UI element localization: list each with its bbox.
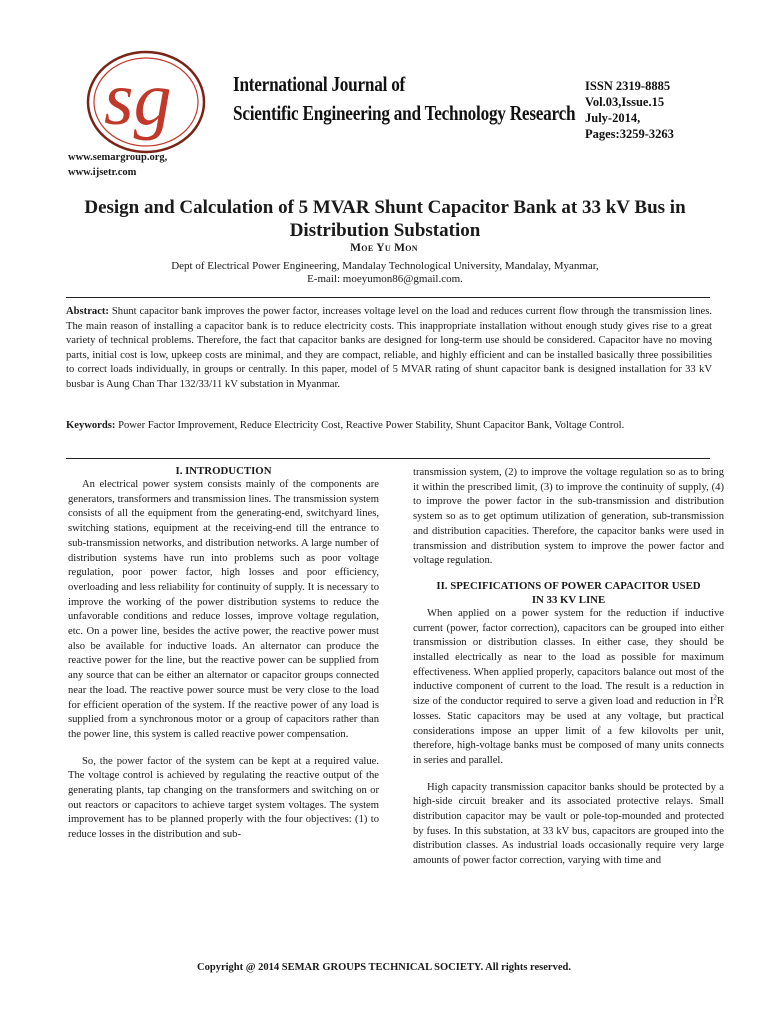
section-heading-introduction: I. INTRODUCTION <box>175 465 272 477</box>
divider-bottom <box>66 458 710 459</box>
divider-top <box>66 297 710 298</box>
section2-heading-line2: IN 33 KV LINE <box>531 593 606 606</box>
right-column <box>413 466 724 869</box>
issn-block <box>585 78 674 142</box>
keywords-text: Power Factor Improvement, Reduce Electricity Cost, Reactive Power Stability, Shunt Capacitor Bank, Voltage Control. <box>118 420 625 431</box>
volume-issue: Vol.03,Issue.15 <box>585 95 665 109</box>
intro-paragraph-2-continued: transmission system, (2) to improve the voltage regulation so as to bring it within the prescribed limit, (3) to improve the continuity of supply, (4) to improve the power factor in the sub-transmission and distribution system so as to get optimum utilization of generation, sub-transmission and distribution capacities. Therefore, the capacitor banks were used in transmission and distribution system to improve the power factor and voltage regulation. <box>413 467 724 567</box>
keywords-label: Keywords: <box>66 420 116 431</box>
websites <box>68 150 167 180</box>
author-name: Moe Yu Mon <box>350 242 418 254</box>
title-line2: Distribution Substation <box>289 220 481 241</box>
journal-name-line2: Scientific Engineering and Technology Research <box>233 101 576 125</box>
journal-name <box>233 70 575 128</box>
abstract <box>66 305 712 392</box>
spec-paragraph-1 <box>413 607 724 769</box>
section2-heading-line1: II. SPECIFICATIONS OF POWER CAPACITOR USED <box>436 579 701 592</box>
journal-logo <box>76 40 216 164</box>
copyright-footer: Copyright @ 2014 SEMAR GROUPS TECHNICAL SOCIETY. All rights reserved. <box>197 962 571 973</box>
spec-paragraph-2: High capacity transmission capacitor banks should be protected by a high-side circuit breaker and its associated protective relays. Small distribution capacitor may be vault or pole-top-mounded and protected by fuses. In this substation, at 33 kV bus, capacitors are grouped into the distribution classes. As industrial loads occasionally require very large amounts of power factor correction, varying with time and <box>413 781 724 867</box>
spec-paragraph-1-part-a: When applied on a power system for the reduction if inductive current (power, factor correction), capacitors can be grouped into either transmission or distribution classes. In either case, they should be installed electrically as near to the load as possible for maximum effectiveness. When applied properly, capacitors balance out most of the inductive component of current to the load. The result is a reduction in size of the conductor required to serve a given load and reduction in I <box>413 607 724 708</box>
left-column <box>68 464 379 843</box>
issue-date: July-2014, <box>585 111 641 125</box>
issn: ISSN 2319-8885 <box>585 79 671 93</box>
section-heading-specifications <box>413 579 724 607</box>
journal-name-line1: International Journal of <box>233 72 406 96</box>
author-email: E-mail: moeyumon86@gmail.com. <box>307 273 463 285</box>
abstract-text: Shunt capacitor bank improves the power factor, increases voltage level on the load and reduces current flow through the transmission lines. The main reason of installing a capacitor bank is to reduce electricity costs. This inappropriate installation without enough study gives rise to a great variety of technical problems. Therefore, the fact that capacitor banks are designed for long-term use should be considered. Capacitor have no moving parts, initial cost is low, upkeep costs are minimal, and they are compact, reliable, and highly efficient and can be installed basically three possibilities to correct loads individually, in groups or centrally. In this paper, model of 5 MVAR rating of shunt capacitor bank is designed installation for 33 kV busbar is Aung Chan Thar 132/33/11 kV substation in Myanmar. <box>66 306 712 390</box>
affiliation-block <box>60 260 710 286</box>
intro-paragraph-1: An electrical power system consists mainly of the components are generators, transformers and transmission lines. The transmission system consists of all the equipment from the generating-end, switchyard lines, switching stations, equipment at the receiving-end till the entrance to sub-transmission networks, and distribution networks. A large number of distribution systems have run into problems such as poor voltage regulation, poor power factor, high losses and poor efficiency, overloading and less reliability for continuity of supply. It is necessary to improve the working of the power distribution systems to reduce the unfavorable conditions and reduce losses, improve voltage regulation, etc. On a power line, besides the active power, the reactive power must also be available for inductive loads. An alternator can produce the reactive power for the line, but the reactive power can be supplied from any source that can be either an alternator or capacitor groups connected near the load. The reactive power source must be very close to the load for efficient operation of the system. If the reactive power of any load is supplied from a synchronous motor or a group of capacitors rather than the power line, this system is called reactive power compensation. <box>68 479 379 740</box>
keywords <box>66 419 712 434</box>
spec-paragraph-1-part-b: R losses. Static capacitors may be used at any voltage, but practical considerations impose an upper limit of a few kilovolts per unit, therefore, high-voltage banks must be composed of many units connects in series and parallel. <box>413 696 724 766</box>
abstract-label: Abstract: <box>66 306 109 317</box>
paper-title <box>40 196 730 242</box>
sg-logo-mark <box>76 40 216 164</box>
intro-paragraph-2: So, the power factor of the system can be kept at a required value. The voltage control is achieved by regulating the reactive output of the generating plants, tap changing on the transformers and switching on or out reactors or capacitors to achieve target system voltages. The system improvement has to be planned properly with the four objectives: (1) to reduce losses in the distribution and sub- <box>68 755 379 841</box>
website-semargroup[interactable]: www.semargroup.org, <box>68 152 168 163</box>
website-ijsetr[interactable]: www.ijsetr.com <box>68 167 137 178</box>
affiliation: Dept of Electrical Power Engineering, Mandalay Technological University, Mandalay, Myanmar, <box>171 260 599 272</box>
superscript-two: 2 <box>713 693 717 702</box>
title-line1: Design and Calculation of 5 MVAR Shunt Capacitor Bank at 33 kV Bus in <box>84 197 686 218</box>
logo-letters: sg <box>104 57 172 141</box>
page-range: Pages:3259-3263 <box>585 127 674 141</box>
